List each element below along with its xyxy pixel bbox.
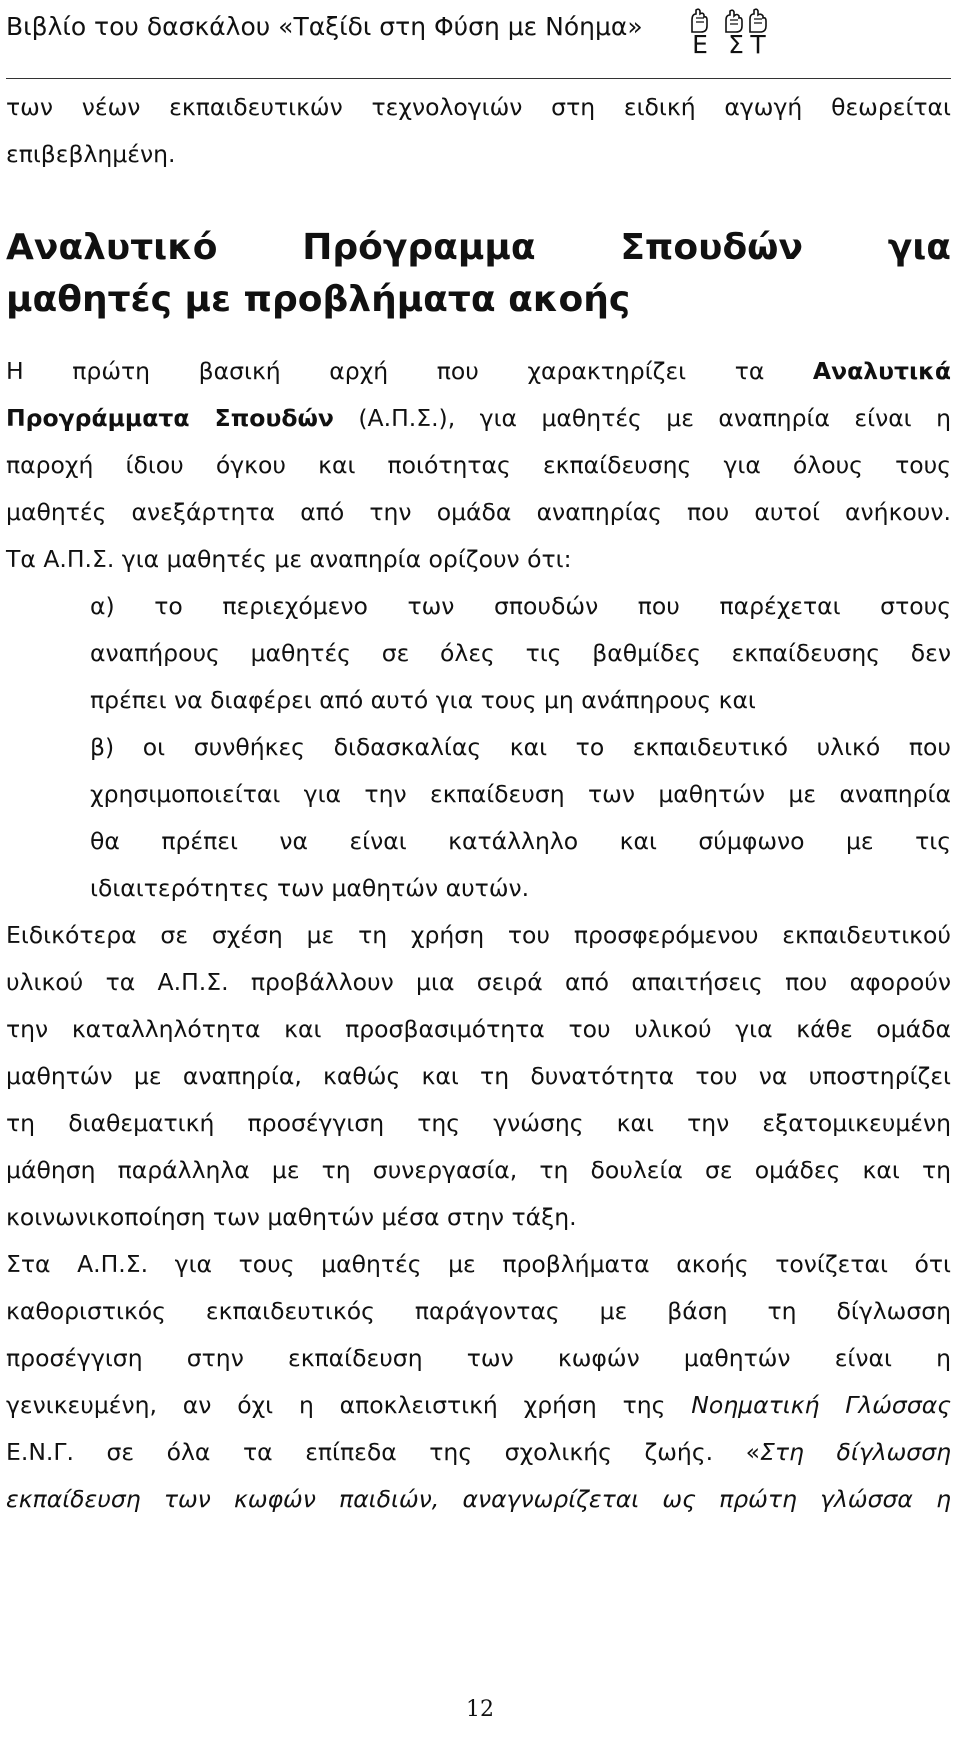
text-line: μαθητών με αναπηρία, καθώς και τη δυνατότητα του να υποστηρίζει: [6, 1062, 951, 1090]
paragraph-principle: [6, 348, 951, 583]
logo-letter-t: Τ: [750, 30, 766, 59]
text-line: μάθηση παράλληλα με τη συνεργασία, τη δουλεία σε ομάδες και τη: [6, 1156, 951, 1184]
text-line: Ε.Ν.Γ. σε όλα τα επίπεδα της σχολικής ζωής. «Στη δίγλωσση: [6, 1438, 951, 1466]
text-line: Στα Α.Π.Σ. για τους μαθητές με προβλήματα ακοής τονίζεται ότι: [6, 1250, 951, 1278]
bold-term: Προγράμματα Σπουδών: [6, 404, 334, 432]
text-line: Ειδικότερα σε σχέση με τη χρήση του προσφερόμενου εκπαιδευτικού: [6, 921, 951, 949]
text-line: υλικού τα Α.Π.Σ. προβάλλουν μια σειρά από απαιτήσεις που αφορούν: [6, 968, 951, 996]
text-line: μαθητές ανεξάρτητα από την ομάδα αναπηρίας που αυτοί ανήκουν.: [6, 498, 951, 526]
text-line: Τα Α.Π.Σ. για μαθητές με αναπηρία ορίζουν ότι:: [6, 545, 572, 573]
text-line: κοινωνικοποίηση των μαθητών μέσα στην τάξη.: [6, 1203, 577, 1231]
sign-language-hand-icon: [682, 8, 718, 59]
logo-letter-e: Ε: [692, 30, 708, 59]
text-line: την καταλληλότητα και προσβασιμότητα του υλικού για κάθε ομάδα: [6, 1015, 951, 1043]
page-number: 12: [466, 1697, 494, 1722]
text-line: ιδιαιτερότητες των μαθητών αυτών.: [90, 874, 530, 902]
text-line: αναπήρους μαθητές σε όλες τις βαθμίδες εκπαίδευσης δεν: [90, 639, 951, 667]
text-line: Η πρώτη βασική αρχή που χαρακτηρίζει τα Αναλυτικά: [6, 357, 951, 385]
section-heading: [6, 222, 951, 326]
text-line: Προγράμματα Σπουδών (Α.Π.Σ.), για μαθητές με αναπηρία είναι η: [6, 404, 951, 432]
paragraph-hearing: [6, 1241, 951, 1523]
sign-language-hand-icon: [740, 8, 776, 59]
text-line: θα πρέπει να είναι κατάλληλο και σύμφωνο με τις: [90, 827, 951, 855]
text-line: γενικευμένη, αν όχι η αποκλειστική χρήση της Νοηματική Γλώσσας: [6, 1391, 951, 1419]
bold-term: Αναλυτικά: [812, 357, 951, 385]
book-title: Βιβλίο του δασκάλου «Ταξίδι στη Φύση με Νόημα»: [6, 12, 643, 41]
paragraph-material: [6, 912, 951, 1241]
text-line: καθοριστικός εκπαιδευτικός παράγοντας με βάση τη δίγλωσση: [6, 1297, 951, 1325]
text-line: α) το περιεχόμενο των σπουδών που παρέχεται στους: [90, 592, 951, 620]
text-line: [6, 1476, 951, 1523]
text-line: προσέγγιση στην εκπαίδευση των κωφών μαθητών είναι η: [6, 1344, 951, 1372]
italic-term: Νοηματική Γλώσσας: [691, 1391, 951, 1419]
page-header: [6, 8, 951, 66]
heading-line: μαθητές με προβλήματα ακοής: [6, 279, 631, 320]
text-line: χρησιμοποιείται για την εκπαίδευση των μαθητών με αναπηρία: [90, 780, 951, 808]
page-content: [6, 84, 951, 1523]
text-line: πρέπει να διαφέρει από αυτό για τους μη ανάπηρους και: [90, 686, 756, 714]
list-item-b: [6, 724, 951, 912]
text-line: παροχή ίδιου όγκου και ποιότητας εκπαίδευσης για όλους τους: [6, 451, 951, 479]
intro-paragraph: [6, 84, 951, 178]
heading-line: Αναλυτικό Πρόγραμμα Σπουδών για: [6, 227, 951, 268]
logo-letter-s: Σ: [728, 30, 744, 59]
header-divider: [6, 78, 951, 79]
text-line: επιβεβλημένη.: [6, 140, 176, 168]
list-item-a: [6, 583, 951, 724]
italic-quote: εκπαίδευση των κωφών παιδιών, αναγνωρίζεται ως πρώτη γλώσσα η: [6, 1485, 951, 1513]
text-line: β) οι συνθήκες διδασκαλίας και το εκπαιδευτικό υλικό που: [90, 733, 951, 761]
italic-quote: Στη δίγλωσση: [760, 1438, 951, 1466]
text-line: των νέων εκπαιδευτικών τεχνολογιών στη ειδική αγωγή θεωρείται: [6, 93, 951, 121]
text-line: τη διαθεματική προσέγγιση της γνώσης και την εξατομικευμένη: [6, 1109, 951, 1137]
